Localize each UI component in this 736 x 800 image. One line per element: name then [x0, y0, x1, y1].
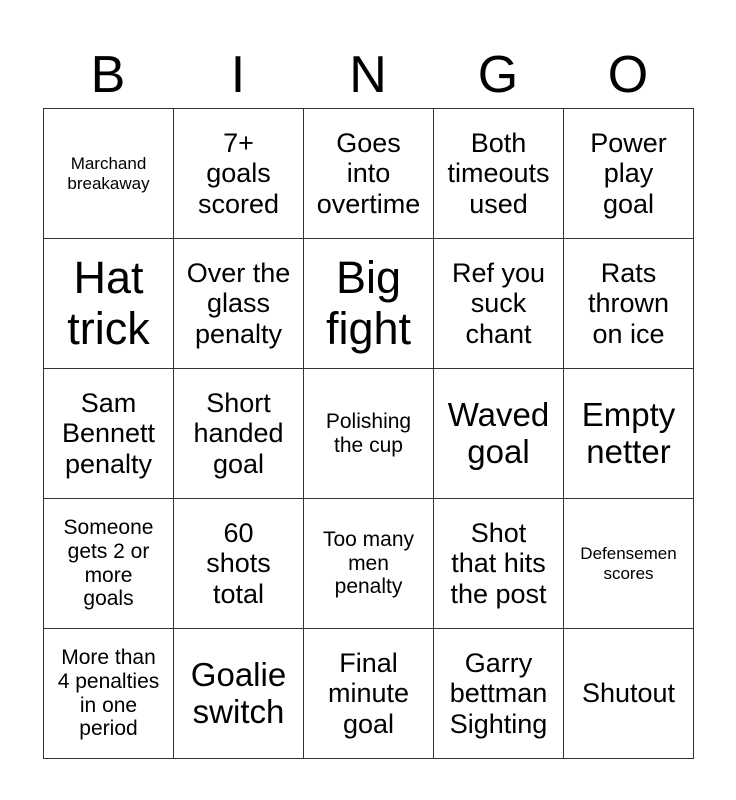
- header-letter-n: N: [349, 46, 387, 104]
- bingo-cell[interactable]: More than 4 penalties in one period: [44, 629, 174, 759]
- header-letter-i: I: [230, 46, 246, 104]
- bingo-header: [43, 42, 693, 108]
- header-letter-o: O: [607, 46, 649, 104]
- bingo-cell[interactable]: Garry bettman Sighting: [434, 629, 564, 759]
- bingo-cell[interactable]: Empty netter: [564, 369, 694, 499]
- board-row: [44, 109, 694, 239]
- board-row: [44, 629, 694, 759]
- bingo-cell[interactable]: Too many men penalty: [304, 499, 434, 629]
- bingo-cell[interactable]: Polishing the cup: [304, 369, 434, 499]
- bingo-cell[interactable]: Someone gets 2 or more goals: [44, 499, 174, 629]
- bingo-cell[interactable]: Shot that hits the post: [434, 499, 564, 629]
- bingo-cell[interactable]: Sam Bennett penalty: [44, 369, 174, 499]
- header-letter-b: B: [90, 46, 126, 104]
- bingo-cell[interactable]: Rats thrown on ice: [564, 239, 694, 369]
- bingo-cell[interactable]: Goes into overtime: [304, 109, 434, 239]
- board-row: [44, 239, 694, 369]
- board-row: [44, 499, 694, 629]
- bingo-cell[interactable]: Final minute goal: [304, 629, 434, 759]
- bingo-cell[interactable]: Defensemen scores: [564, 499, 694, 629]
- bingo-cell[interactable]: Over the glass penalty: [174, 239, 304, 369]
- bingo-cell[interactable]: 60 shots total: [174, 499, 304, 629]
- board-row: [44, 369, 694, 499]
- bingo-cell[interactable]: Hat trick: [44, 239, 174, 369]
- bingo-cell[interactable]: Marchand breakaway: [44, 109, 174, 239]
- bingo-cell[interactable]: Power play goal: [564, 109, 694, 239]
- bingo-cell[interactable]: Big fight: [304, 239, 434, 369]
- header-letter-g: G: [477, 46, 519, 104]
- bingo-cell[interactable]: Ref you suck chant: [434, 239, 564, 369]
- bingo-board: [43, 108, 694, 759]
- bingo-cell[interactable]: Waved goal: [434, 369, 564, 499]
- bingo-cell[interactable]: 7+ goals scored: [174, 109, 304, 239]
- bingo-cell[interactable]: Short handed goal: [174, 369, 304, 499]
- bingo-cell[interactable]: Goalie switch: [174, 629, 304, 759]
- bingo-cell[interactable]: Shutout: [564, 629, 694, 759]
- bingo-cell[interactable]: Both timeouts used: [434, 109, 564, 239]
